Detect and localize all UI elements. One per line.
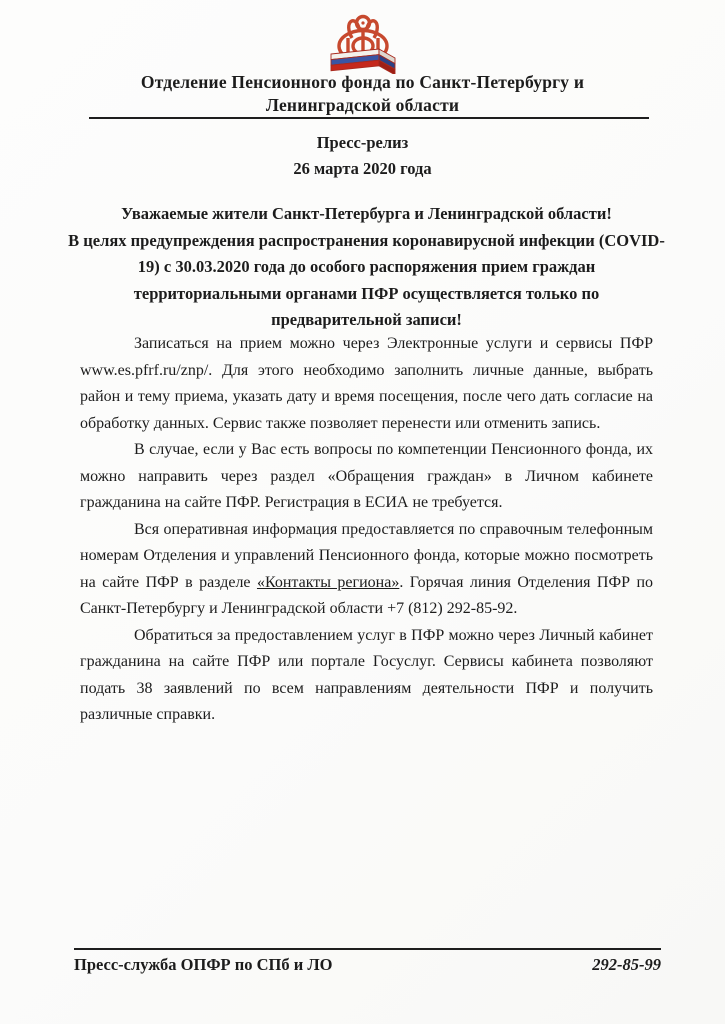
press-service-label: Пресс-служба ОПФР по СПб и ЛО bbox=[74, 955, 333, 974]
header-divider bbox=[89, 117, 649, 119]
org-title-line2: Ленинградской области bbox=[265, 95, 460, 115]
paragraph-questions: В случае, если у Вас есть вопросы по компетенции Пенсионного фонда, их можно направить через раздел «Обращения граждан» в Личном кабинете гражданина на сайте ПФР. Регистрация в ЕСИА не требуется. bbox=[80, 441, 653, 511]
announcement-block bbox=[68, 201, 665, 334]
footer-phone: 292-85-99 bbox=[592, 955, 661, 974]
announcement-notice: В целях предупреждения распространения коронавирусной инфекции (COVID-19) с 30.03.2020 года до особого распоряжения прием граждан территориальными органами ПФР осуществляется только по предварительной записи! bbox=[68, 230, 665, 329]
paragraph-hotline-end: . Горячая линия Отделения ПФР по Санкт-Петербургу и Ленинградской области +7 (812) 292-85-92. bbox=[80, 573, 654, 617]
doc-date: 26 марта 2020 года bbox=[293, 159, 432, 178]
footer bbox=[74, 948, 661, 975]
doc-type-heading: Пресс-релиз bbox=[316, 133, 409, 152]
paragraph-hotline bbox=[80, 517, 653, 623]
contacts-region-reference: «Контакты региона» bbox=[256, 573, 400, 591]
pfr-emblem-icon bbox=[315, 12, 411, 74]
organization-title bbox=[60, 71, 665, 117]
body-text bbox=[80, 331, 653, 729]
paragraph-hotline-start: Вся оперативная информация предоставляется по справочным телефонным номерам Отделения и управлений Пенсионного фонда, которые можно посмотреть на сайте ПФР в разделе bbox=[80, 520, 653, 591]
announcement-greeting: Уважаемые жители Санкт-Петербурга и Ленинградской области! bbox=[121, 204, 612, 223]
paragraph-appointment: Записаться на прием можно через Электронные услуги и сервисы ПФР www.es.pfrf.ru/znp/. Для этого необходимо заполнить личные данные, выбрать район и тему приема, указать дату и время посещения, после чего дать согласие на обработку данных. Сервис также позволяет перенести или отменить запись. bbox=[80, 335, 653, 432]
org-title-line1: Отделение Пенсионного фонда по Санкт-Петербургу и bbox=[140, 72, 585, 92]
paragraph-services: Обратиться за предоставлением услуг в ПФР можно через Личный кабинет гражданина на сайте ПФР или портале Госуслуг. Сервисы кабинета позволяют подать 38 заявлений по всем направлениям деятельности ПФР и получить различные справки. bbox=[80, 626, 653, 723]
pfr-logo bbox=[0, 12, 725, 79]
